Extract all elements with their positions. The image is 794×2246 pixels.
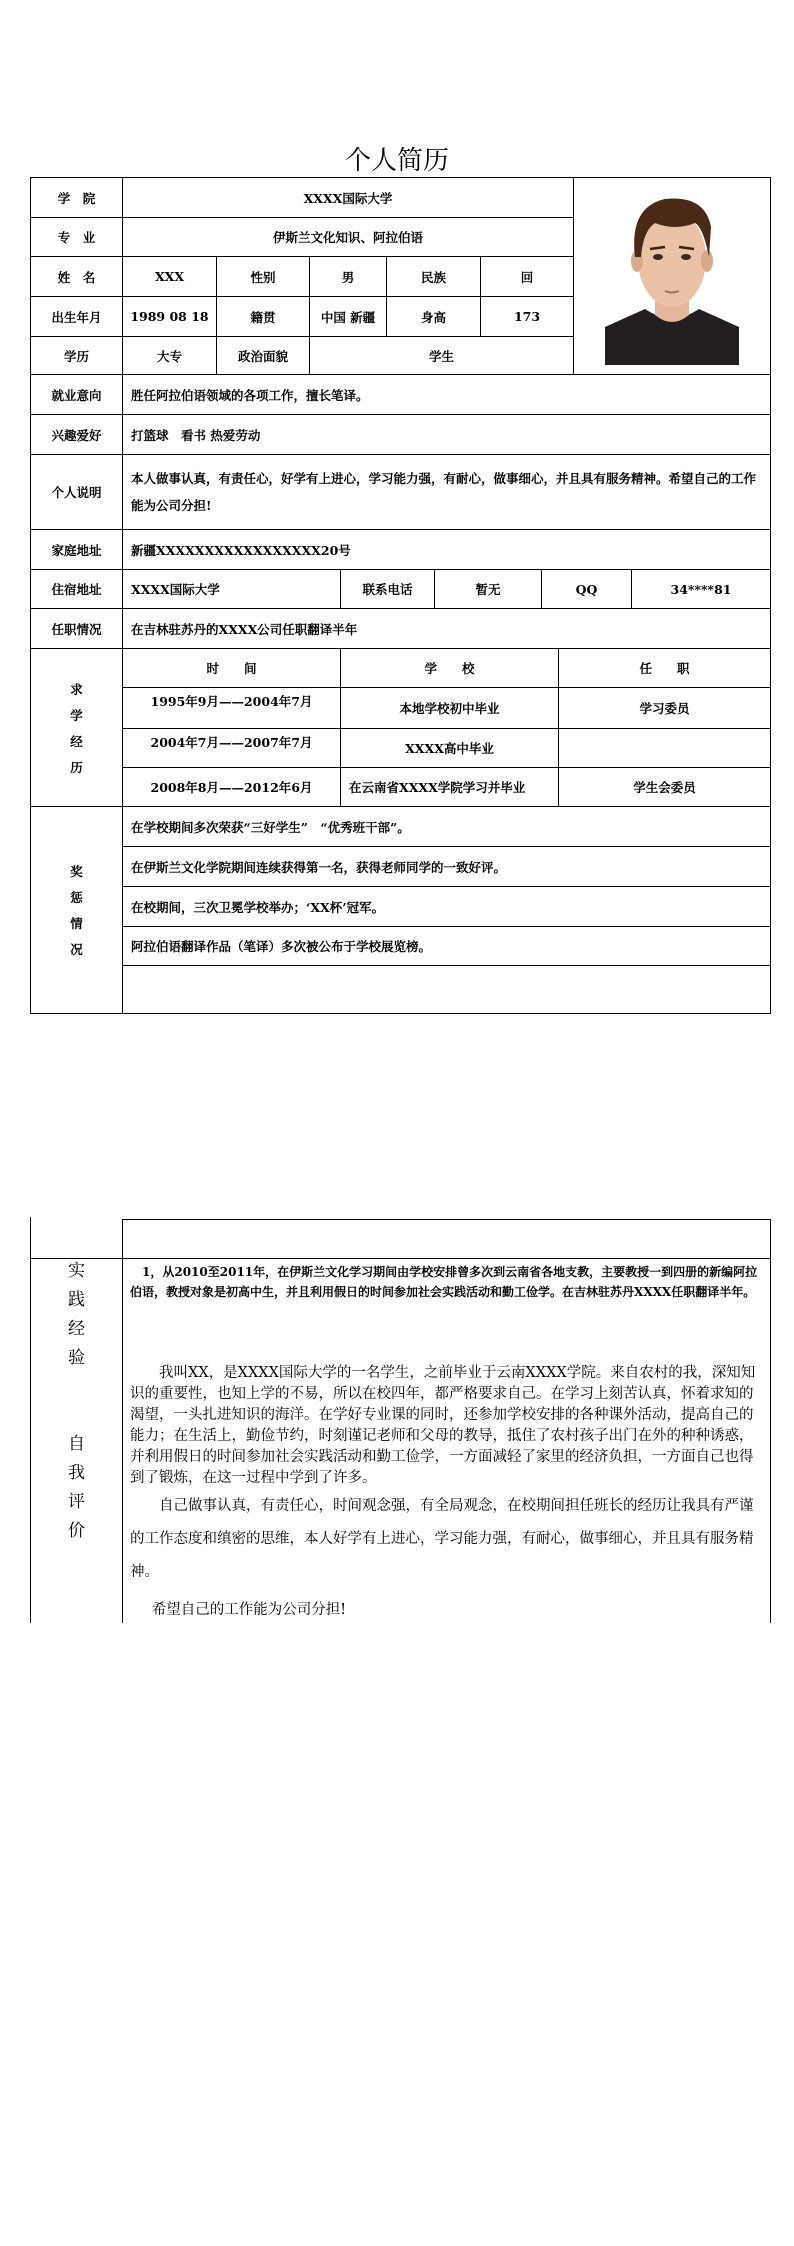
- label-char: 自: [68, 1434, 85, 1454]
- page-title: 个人简历: [344, 146, 449, 176]
- major-value: 伊斯兰文化知识、阿拉伯语: [122, 217, 574, 257]
- edu-header-school: 学 校: [340, 648, 559, 688]
- label-char: 情: [70, 916, 83, 931]
- label-char: 历: [70, 759, 83, 775]
- desc-label: 个人说明: [30, 454, 123, 530]
- edu-label: 学历: [30, 336, 123, 375]
- gender-label: 性别: [216, 256, 310, 297]
- edu-time: 1995年9月——2004年7月: [122, 687, 341, 729]
- label-char: 我: [68, 1463, 85, 1483]
- right-border: [770, 1219, 771, 1623]
- award-item: 阿拉伯语翻译作品（笔译）多次被公布于学校展览榜。: [122, 926, 771, 966]
- edu-role: 学习委员: [558, 687, 771, 729]
- ethnicity-value: 回: [480, 256, 574, 297]
- job-value: 在吉林驻苏丹的XXXX公司任职翻译半年: [122, 608, 771, 649]
- qq-value: 34****81: [631, 569, 771, 609]
- award-empty-row: [122, 965, 771, 1014]
- label-char: 惩: [70, 890, 83, 905]
- origin-label: 籍贯: [216, 296, 310, 337]
- hobby-label: 兴趣爱好: [30, 414, 123, 455]
- ethnicity-label: 民族: [386, 256, 481, 297]
- label-char: 评: [68, 1492, 85, 1512]
- intent-value: 胜任阿拉伯语领域的各项工作，擅长笔译。: [122, 374, 771, 415]
- birth-label: 出生年月: [30, 296, 123, 337]
- height-value: 173: [480, 296, 574, 337]
- label-char: 价: [68, 1521, 85, 1541]
- label-char: 实: [68, 1261, 85, 1281]
- hobby-value: 打篮球 看书 热爱劳动: [122, 414, 771, 455]
- gender-value: 男: [309, 256, 387, 297]
- award-item: 在校期间，三次卫冕学校举办；‘XX杯’冠军。: [122, 886, 771, 927]
- phone-value: 暂无: [434, 569, 542, 609]
- practice-label: [30, 1257, 123, 1373]
- edu-header-time: 时 间: [122, 648, 341, 688]
- label-char: 奖: [70, 864, 83, 879]
- dorm-value: XXXX国际大学: [122, 569, 341, 609]
- self-eval-paragraph-2: 自己做事认真，有责任心，时间观念强，有全局观念，在校期间担任班长的经历让我具有严谨的工作态度和缜密的思维，本人好学有上进心，学习能力强，有耐心，做事细心，并且具有服务精神。: [130, 1498, 754, 1580]
- dorm-label: 住宿地址: [30, 569, 123, 609]
- awards-label: [30, 806, 123, 1014]
- practice-text: 1，从2010至2011年，在伊斯兰文化学习期间由学校安排曾多次到云南省各地支教，主要教授一到四册的新编阿拉伯语，教授对象是初高中生，并且利用假日的时间参加社会实践活动和勤工俭学。在吉林驻苏丹XXXX任职翻译半年。: [130, 1265, 758, 1299]
- college-label: 学 院: [30, 177, 123, 218]
- edu-role: [558, 728, 771, 768]
- edu-role: 学生会委员: [558, 767, 771, 807]
- home-value: 新疆XXXXXXXXXXXXXXXXX20号: [122, 529, 771, 570]
- job-label: 任职情况: [30, 608, 123, 649]
- self-eval-paragraph-3: 希望自己的工作能为公司分担!: [151, 1602, 347, 1618]
- edu-school: XXXX高中毕业: [340, 728, 559, 768]
- political-label: 政治面貌: [216, 336, 310, 375]
- label-char: 经: [68, 1319, 85, 1339]
- award-item: 在伊斯兰文化学院期间连续获得第一名，获得老师同学的一致好评。: [122, 846, 771, 887]
- birth-value: 1989 08 18: [122, 296, 217, 337]
- origin-value: 中国 新疆: [309, 296, 387, 337]
- qq-label: QQ: [541, 569, 632, 609]
- phone-label: 联系电话: [340, 569, 435, 609]
- label-char: 学: [70, 707, 83, 723]
- major-label: 专 业: [30, 217, 123, 257]
- label-char: 验: [68, 1348, 85, 1368]
- label-char: 求: [70, 681, 83, 697]
- edu-value: 大专: [122, 336, 217, 375]
- political-value: 学生: [309, 336, 574, 375]
- college-value: XXXX国际大学: [122, 177, 574, 218]
- label-char: 践: [68, 1290, 85, 1310]
- edu-time: 2004年7月——2007年7月: [122, 728, 341, 768]
- name-label: 姓 名: [30, 256, 123, 297]
- desc-value: 本人做事认真，有责任心，好学有上进心，学习能力强，有耐心，做事细心，并且具有服务精神。希望自己的工作能为公司分担!: [122, 454, 771, 530]
- intent-label: 就业意向: [30, 374, 123, 415]
- self-eval-paragraph-1: 我叫XX，是XXXX国际大学的一名学生，之前毕业于云南XXXX学院。来自农村的我，深知知识的重要性，也知上学的不易，所以在校四年，都严格要求自己。在学习上刻苦认真，怀着求知的渴望，一头扎进知识的海洋。在学好专业课的同时，还参加学校安排的各种课外活动，提高自己的能力；在生活上，勤俭节约，时刻谨记老师和父母的教导，抵住了农村孩子出门在外的种种诱惑，并利用假日的时间参加社会实践活动和勤工俭学，一方面减轻了家里的经济负担，一方面自己也得到了锻炼，在这一过程中学到了许多。: [130, 1365, 756, 1486]
- edu-time: 2008年8月——2012年6月: [122, 767, 341, 807]
- top-border: [122, 1219, 771, 1220]
- avatar-photo: [605, 187, 739, 365]
- edu-header-role: 任 职: [558, 648, 771, 688]
- name-value: XXX: [122, 256, 217, 297]
- photo-cell: [573, 177, 771, 375]
- label-char: 况: [70, 942, 83, 957]
- row-divider: [30, 1258, 771, 1259]
- education-label: [30, 648, 123, 807]
- award-item: 在学校期间多次荣获“三好学生” “优秀班干部”。: [122, 806, 771, 847]
- label-char: 经: [70, 733, 83, 749]
- self-eval-label: [30, 1430, 123, 1546]
- edu-school: 本地学校初中毕业: [340, 687, 559, 729]
- home-label: 家庭地址: [30, 529, 123, 570]
- height-label: 身高: [386, 296, 481, 337]
- edu-school: 在云南省XXXX学院学习并毕业: [340, 767, 559, 807]
